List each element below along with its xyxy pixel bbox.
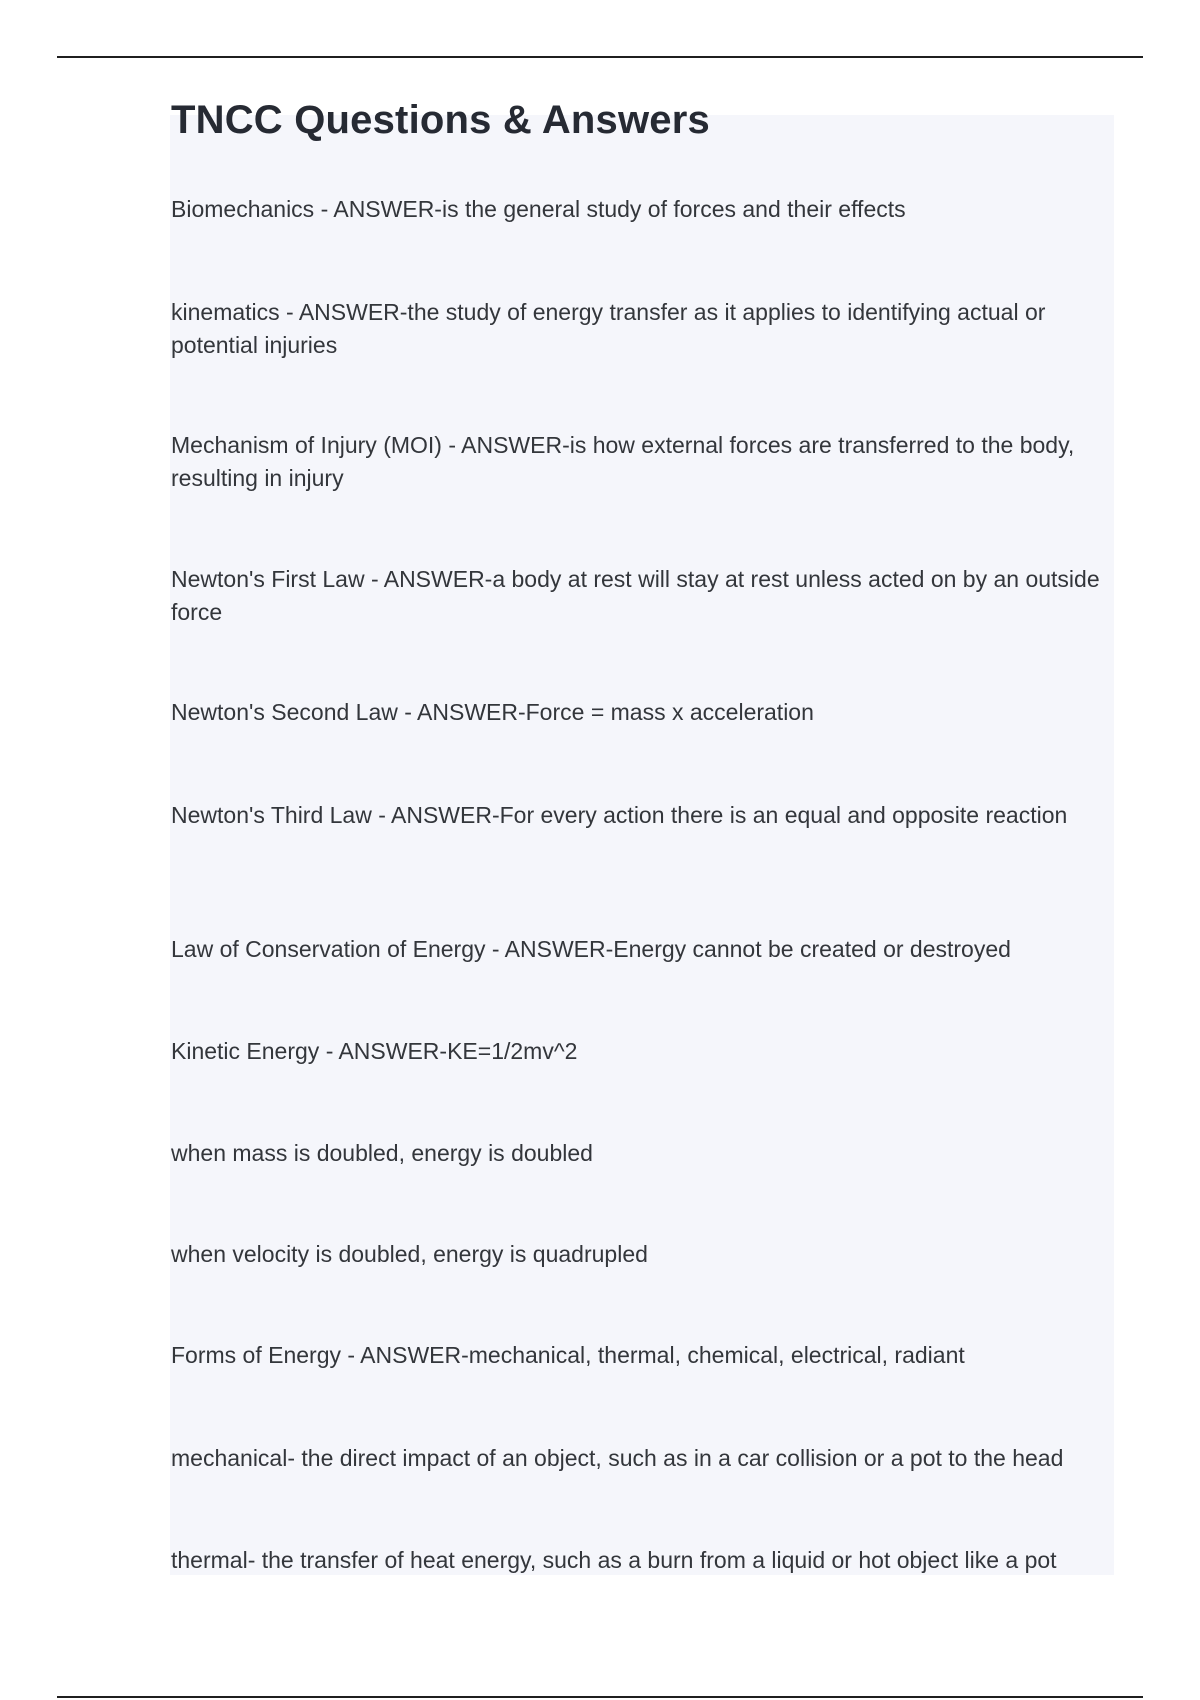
qa-entry-velocity-doubled: when velocity is doubled, energy is quadrupled — [171, 1241, 648, 1267]
qa-entry-newtons-first-law: Newton's First Law - ANSWER-a body at rest will stay at rest unless acted on by an outside force — [171, 566, 1100, 625]
page-title: TNCC Questions & Answers — [171, 98, 710, 142]
qa-entry-kinetic-energy: Kinetic Energy - ANSWER-KE=1/2mv^2 — [171, 1038, 578, 1064]
qa-entry-newtons-second-law: Newton's Second Law - ANSWER-Force = mass x acceleration — [171, 699, 814, 725]
qa-entry-biomechanics: Biomechanics - ANSWER-is the general study of forces and their effects — [171, 196, 906, 222]
qa-entry-conservation-of-energy: Law of Conservation of Energy - ANSWER-Energy cannot be created or destroyed — [171, 936, 1011, 962]
qa-entry-mass-doubled: when mass is doubled, energy is doubled — [171, 1140, 593, 1166]
top-rule — [57, 56, 1143, 58]
bottom-rule — [57, 1696, 1143, 1698]
qa-entry-thermal: thermal- the transfer of heat energy, such as a burn from a liquid or hot object like a pot — [171, 1547, 1057, 1573]
qa-entry-forms-of-energy: Forms of Energy - ANSWER-mechanical, thermal, chemical, electrical, radiant — [171, 1342, 965, 1368]
qa-entry-kinematics: kinematics - ANSWER-the study of energy transfer as it applies to identifying actual or potential injuries — [171, 299, 1046, 358]
qa-entry-newtons-third-law: Newton's Third Law - ANSWER-For every action there is an equal and opposite reaction — [171, 802, 1068, 828]
qa-entry-mechanical: mechanical- the direct impact of an object, such as in a car collision or a pot to the head — [171, 1445, 1064, 1471]
qa-entry-mechanism-of-injury: Mechanism of Injury (MOI) - ANSWER-is how external forces are transferred to the body, resulting in injury — [171, 432, 1075, 491]
